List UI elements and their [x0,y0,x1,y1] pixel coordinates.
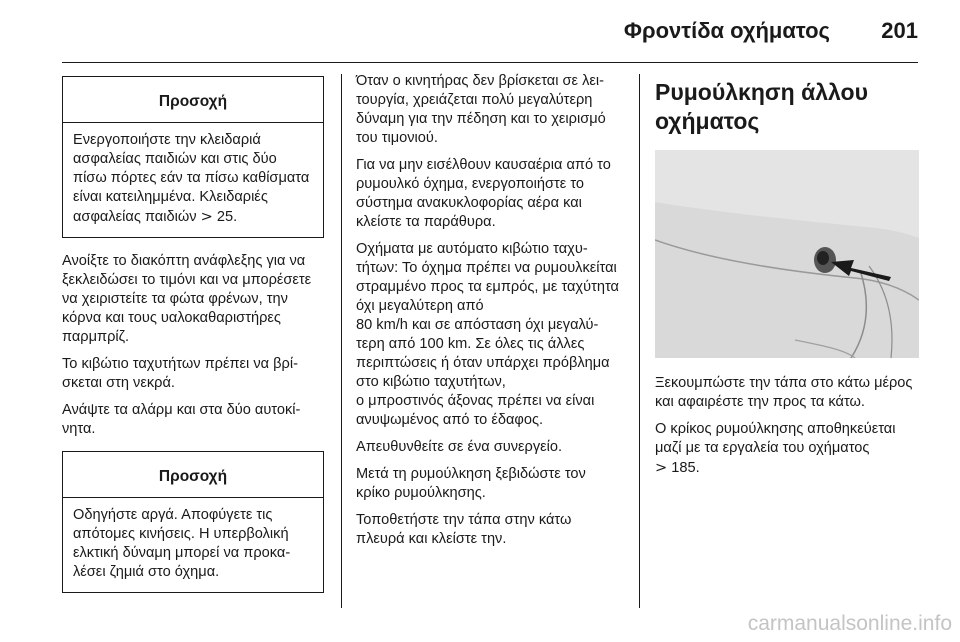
section-title: Ρυμούλκηση άλλου οχήματος [655,79,868,134]
caution-title-1: Προσοχή [158,93,228,110]
header-rule [62,62,918,63]
paragraph: Ξεκουμπώστε την τάπα στο κάτω μέρος και αφαιρέστε την προς τα κάτω. [655,375,913,410]
caution-box-2 [62,451,324,593]
arrow-ref-icon: > [655,459,668,476]
tow-cover-illustration [655,150,919,358]
auto-line-1: Οχήματα με αυτόματο κιβώτιο ταχυτήτων: Το όχημα πρέπει να ρυμουλκείται στραμμένο προς τα εμπρός, με ταχύτητα όχι μεγαλύτερη από [356,241,619,314]
paragraph: Απευθυνθείτε σε ένα συνεργείο. [356,439,563,455]
paragraph: Το κιβώτιο ταχυτήτων πρέπει να βρίσκεται στη νεκρά. [62,356,298,391]
auto-line-2: 80 km/h και σε απόσταση όχι μεγαλύτερη από 100 km. Σε όλες τις άλλες περιπτώσεις ή όταν υπάρχει πρόβλημα στο κιβώτιο ταχυτήτων, [356,317,610,390]
column-3 [655,72,921,486]
paragraph: Ανάψτε τα αλάρμ και στα δύο αυτοκίνητα. [62,402,301,437]
column-divider-2 [639,74,640,608]
auto-line-3: ο μπροστινός άξονας πρέπει να είναι ανυψωμένος από το έδαφος. [356,393,595,428]
watermark: carmanualsonline.info [747,612,952,635]
caution-body-1 [63,123,323,237]
column-1 [62,72,324,605]
column-divider-1 [341,74,342,608]
paragraph: Για να μην εισέλθουν καυσαέρια από το ρυμουλκό όχημα, ενεργοποιήστε το σύστημα ανακυκλοφορίας αέρα και κλείστε τα παράθυρα. [356,157,611,230]
paragraph-tow-eye [655,420,921,478]
column-2 [356,72,622,557]
page-header [0,0,960,60]
caution-box-1 [62,76,324,238]
arrow-ref-icon: > [200,208,213,225]
header-title: Φροντίδα οχήματος [623,18,830,43]
page-number: 201 [881,18,918,43]
caution-text-1: Ενεργοποιήστε την κλειδαριά ασφαλείας παιδιών και στις δύο πίσω πόρτες εάν τα πίσω καθίσματα είναι κατειλημμένα. Κλειδαριές ασφαλείας παιδιών [73,132,310,225]
bumper-illustration-svg [655,150,919,358]
caution-ref-page-1: 25. [216,209,238,225]
tow-ref-page: 185. [671,460,700,476]
paragraph: Ανοίξτε το διακόπτη ανάφλεξης για να ξεκλειδώσει το τιμόνι και να μπορέσετε να χειριστείτε τα φώτα φρένων, την κόρνα και τους υαλοκαθαριστήρες παρμπρίζ. [62,253,312,345]
tow-text: Ο κρίκος ρυμούλκησης αποθηκεύεται μαζί με τα εργαλεία του οχήματος [655,421,896,456]
paragraph: Όταν ο κινητήρας δεν βρίσκεται σε λειτουργία, χρειάζεται πολύ μεγαλύτερη δύναμη για την πέδηση και το χειρισμό του τιμονιού. [356,73,606,146]
col1-paragraphs [62,252,324,439]
paragraph: Τοποθετήστε την τάπα στην κάτω πλευρά και κλείστε την. [356,512,572,547]
caution-body-2: Οδηγήστε αργά. Αποφύγετε τις απότομες κινήσεις. Η υπερβολική ελκτική δύναμη μπορεί να προκαλέσει ζημιά στο όχημα. [73,507,291,580]
paragraph-automatic-gearbox [356,240,622,430]
paragraph: Μετά τη ρυμούλκηση ξεβιδώστε τον κρίκο ρυμούλκησης. [356,466,586,501]
caution-title-2: Προσοχή [158,468,228,485]
